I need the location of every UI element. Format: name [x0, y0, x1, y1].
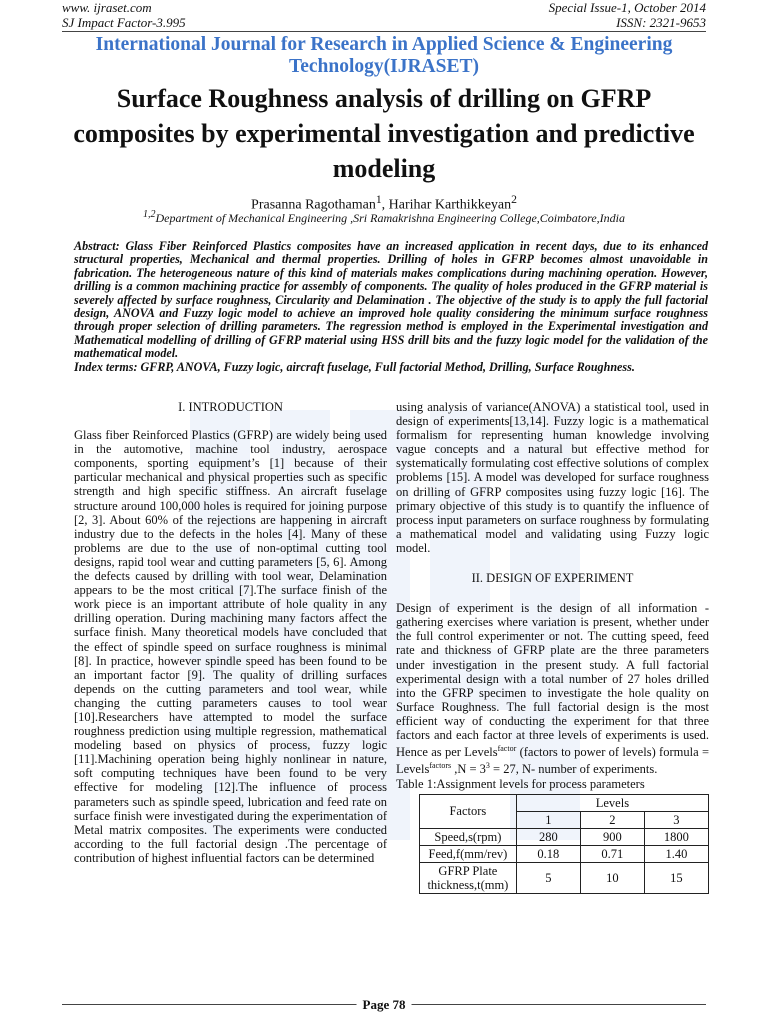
table-value-cell: 1800	[644, 828, 708, 845]
doe-formula-text: Hence as per Levels	[396, 745, 498, 760]
issue-info: Special Issue-1, October 2014	[548, 0, 706, 15]
table-value-cell: 280	[516, 828, 580, 845]
abstract-block	[74, 240, 708, 374]
table-header-row	[420, 794, 709, 811]
affiliation-mark: 1,2	[143, 209, 156, 220]
affiliation	[62, 209, 706, 226]
header-rule	[62, 31, 706, 32]
introduction-body: Glass fiber Reinforced Plastics (GFRP) are widely being used in the automotive, machine tool industry, aerospace components, sporting equipment’s [1] because of their particular mechanical and physical properties such as specific strength and high specific stiffness. An aircraft fuselage structure around 100,000 holes is required for joining purpose [2, 3]. About 60% of the rejections are happening in aircraft industry due to the defects in the holes [4]. Many of these problems are due to the use of non-optimal cutting tool designs, rapid tool wear and cutting parameters [5, 6]. Among the defects caused by drilling with tool wear, Delamination appears to be the most critical [7].The surface finish of the work piece is an important attribute of hole quality in any drilling operation. During machining many factors affect the surface finish. Many theoretical models have concluded that the effect of spindle speed on surface roughness is minimal [8]. In practice, however spindle speed has been found to be an important factor [9]. The quality of drilling surfaces depends on the cutting parameters and tool wear, while changing the cutting parameters causes to tool wear [10].Researchers have attempted to model the surface roughness prediction using multiple regression, mathematical modeling based on physics of process, fuzzy logic [11].Machining operation being highly nonlinear in nature, soft computing techniques have been found to be very effective for modeling [12].The influence of process parameters such as spindle speed, lubrication and feed rate on surface finish were investigated during the experimentation of Metal matrix composites. The experiments were conducted according to the full factorial design .The percentage of contribution of highest influential factors can be determined	[74, 428, 387, 865]
doe-text: Design of experiment is the design of all information - gathering exercises where variation is present, whether under the full control experimenter or not. The cutting speed, feed rate and thickness of GFRP plate are the three parameters under investigation in the present study. A full factorial experimental design with a total number of 27 holes drilled into the GFRP specimen to investigate the hole quality on Surface Roughness. The full factorial design is the most efficient way of conducting the experiment for that three factors and each factor at three levels of experiments is used.	[396, 601, 709, 742]
impact-factor: SJ Impact Factor-3.995	[62, 15, 186, 30]
index-terms: Index terms: GFRP, ANOVA, Fuzzy logic, aircraft fuselage, Full factorial Method, Drilling, Surface Roughness.	[74, 359, 635, 374]
author-separator: ,	[381, 197, 389, 213]
table-value-cell: 0.71	[580, 845, 644, 862]
table-row	[420, 862, 709, 893]
section-heading-introduction: I. INTRODUCTION	[178, 400, 283, 414]
running-header-left	[62, 0, 186, 30]
journal-name: International Journal for Research in Applied Science & Engineering Technology(IJRASET)	[95, 34, 673, 77]
table-value-cell: 1.40	[644, 845, 708, 862]
design-of-experiment-body	[396, 601, 709, 776]
left-column	[74, 400, 387, 865]
affiliation-text: Department of Mechanical Engineering ,Sri Ramakrishna Engineering College,Coimbatore,India	[155, 211, 625, 225]
doe-formula-text: (factors to power of levels) formula = Levels	[396, 745, 709, 777]
running-header-right	[549, 0, 706, 30]
author-affil-mark: 2	[511, 193, 517, 206]
table-factor-cell: Speed,s(rpm)	[420, 828, 517, 845]
table-value-cell: 900	[580, 828, 644, 845]
introduction-continued: using analysis of variance(ANOVA) a statistical tool, used in design of experiments[13,14]. Fuzzy logic is a mathematical formalism for representing human knowledge involving vague concepts and a natural but effective method for systematically formulating cost effective solutions of complex problems [15]. A model was developed for surface roughness on drilling of GFRP composites using fuzzy logic [16]. The primary objective of this study is to quantify the influence of process input parameters on surface roughness by formulating a mathematical model and validating using Fuzzy logic model.	[396, 400, 709, 555]
table-factor-cell: Feed,f(mm/rev)	[420, 845, 517, 862]
table-row	[420, 828, 709, 845]
process-parameter-table	[419, 794, 709, 894]
table-value-cell: 5	[516, 862, 580, 893]
table-value-cell: 15	[644, 862, 708, 893]
section-heading-design-of-experiment: II. DESIGN OF EXPERIMENT	[471, 571, 634, 586]
doe-formula-text: = 27, N- number of experiments.	[489, 762, 658, 777]
table-caption: Table 1:Assignment levels for process parameters	[396, 776, 645, 791]
author-name: Prasanna Ragothaman	[251, 197, 376, 213]
table-level-header: 1	[516, 811, 580, 828]
table-level-header: 3	[644, 811, 708, 828]
table-value-cell: 0.18	[516, 845, 580, 862]
table-row	[420, 845, 709, 862]
table-level-header: 2	[580, 811, 644, 828]
author-name: Harihar Karthikkeyan	[388, 197, 512, 213]
table-value-cell: 10	[580, 862, 644, 893]
issn: ISSN: 2321-9653	[616, 15, 706, 30]
page-number: Page 78	[357, 997, 412, 1013]
table-factor-cell: GFRP Plate thickness,t(mm)	[420, 862, 517, 893]
table-header-levels: Levels	[516, 794, 708, 811]
abstract-text: Abstract: Glass Fiber Reinforced Plastics composites have an increased application in recent days, due to its enhanced structural properties, Mechanical and thermal properties. Drilling of holes in GFRP becomes almost unavoidable in fabrication. The heterogeneous nature of this kind of materials makes complications during machining operation. However, drilling is a common machining practice for assembly of components. The quality of holes produced in the GFRP material is severely affected by surface roughness, Circularity and Delamination . The objective of the study is to apply the full factorial design, ANOVA and Fuzzy logic model to achieve an improved hole quality considering the minimum surface roughness through proper selection of drilling parameters. The regression method is employed in the Experimental investigation and Mathematical modelling of drilling of GFRP material using HSS drill bits and the fuzzy logic model for the validation of the mathematical model.	[74, 239, 708, 361]
right-column	[396, 400, 709, 894]
formula-superscript: 3	[485, 761, 490, 771]
paper-title: Surface Roughness analysis of drilling on GFRP composites by experimental investigation and predictive modeling	[73, 84, 695, 183]
formula-superscript: factors	[429, 761, 452, 771]
table-header-factors: Factors	[420, 794, 517, 828]
formula-superscript: factor	[497, 744, 517, 754]
doe-formula-text: ,N = 3	[451, 762, 486, 777]
journal-website: www. ijraset.com	[62, 0, 152, 15]
author-affil-mark: 1	[375, 193, 382, 206]
